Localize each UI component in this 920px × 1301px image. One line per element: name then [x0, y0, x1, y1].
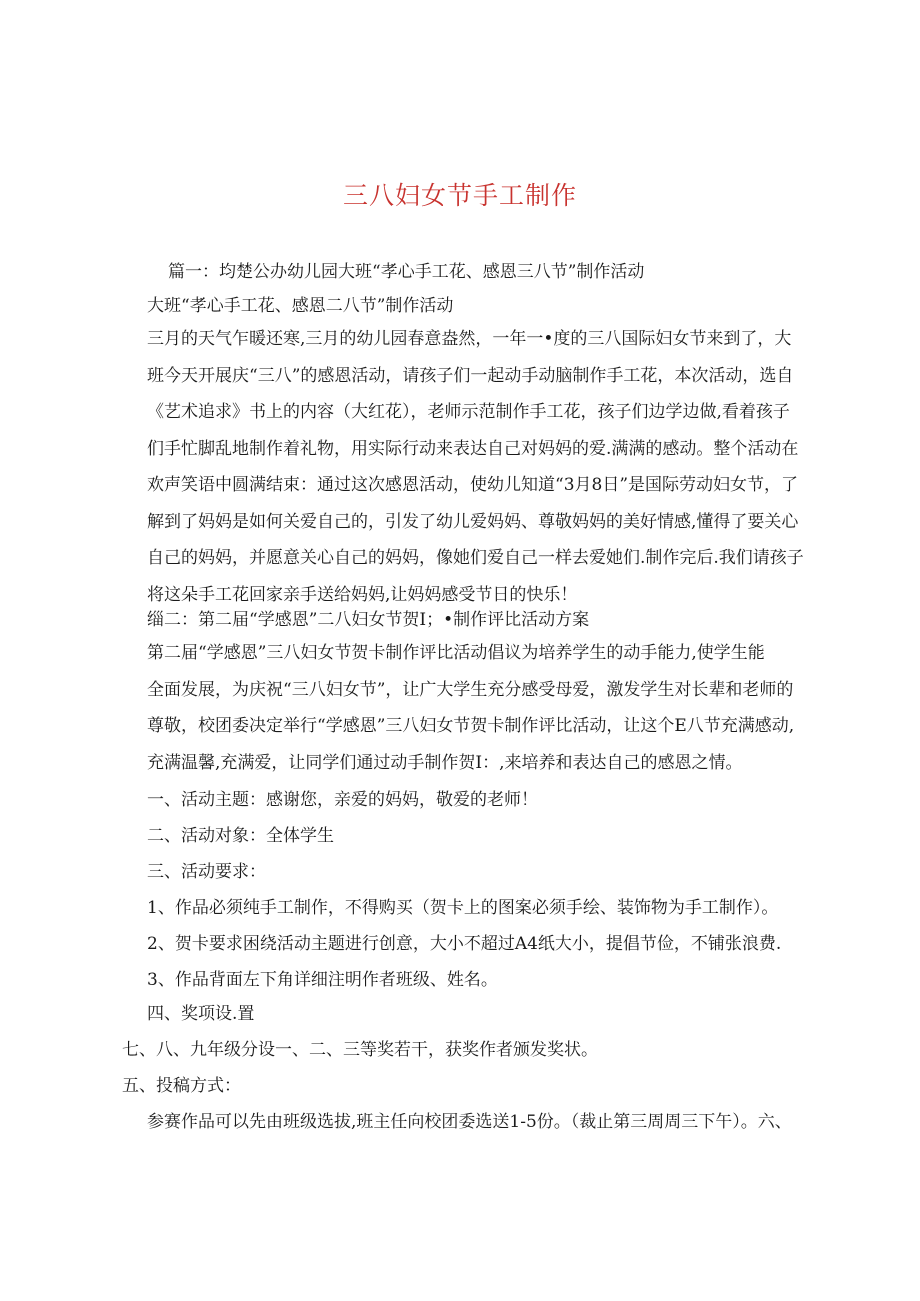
paragraph-1	[143, 321, 804, 613]
paragraph-line: 自己的妈妈，并愿意关心自己的妈妈，像她们爱自己一样去爱她们.制作完后.我们请孩子	[147, 548, 804, 568]
list-item: 五、投稿方式：	[122, 1076, 241, 1096]
paragraph-line: 将这朵手工花回家亲手送给妈妈,让妈妈感受节日的快乐！	[147, 584, 578, 605]
list-item: 七、八、九年级分设一、二、三等奖若干，获奖作者颁发奖状。	[122, 1040, 598, 1060]
paragraph-line: 尊敬，校团委决定举行“学感恩”三八妇女节贺卡制作评比活动，让这个E八节充满感动,	[147, 716, 795, 736]
list-item: 三、活动要求：	[147, 862, 266, 882]
paragraph-line: 全面发展，为庆祝“三八妇女节”，让广大学生充分感受母爱，激发学生对长辈和老师的	[147, 679, 794, 700]
paragraph-2	[143, 635, 793, 781]
section-heading-2: 缁二：第二届“学感恩”二八妇女节贺I；•制作评比活动方案	[147, 610, 590, 630]
list-item: 二、活动对象：全体学生	[147, 826, 334, 846]
list-item: 四、奖项设.置	[147, 1004, 255, 1024]
list-item: 2、贺卡要求困绕活动主题进行创意，大小不超过A4纸大小，提倡节俭，不铺张浪费.	[147, 934, 782, 954]
section-heading-1: 篇一：均楚公办幼儿园大班“孝心手工花、感恩三八节”制作活动	[168, 262, 645, 282]
paragraph-line: 们手忙脚乱地制作着礼物，用实际行动来表达自己对妈妈的爱.满满的感动。整个活动在	[147, 438, 799, 459]
subheading-1: 大班“孝心手工花、感恩二八节”制作活动	[147, 296, 454, 316]
paragraph-line: 三月的天气乍暖还寒,三月的幼儿园春意盎然，一年一•度的三八国际妇女节来到了，大	[147, 329, 792, 349]
list-item: 参赛作品可以先由班级选拔,班主任向校团委选送1-5份。（裁止第三周周三下午）。六、	[147, 1112, 792, 1132]
paragraph-line: 充满温馨,充满爱，让同学们通过动手制作贺I：,来培养和表达自己的感恩之情。	[147, 752, 743, 773]
document-title: 三八妇女节手工制作	[342, 181, 577, 210]
paragraph-line: 欢声笑语中圆满结束：通过这次感恩活动，使幼儿知道“3月8日”是国际劳动妇女节，了	[147, 475, 799, 495]
paragraph-line: 班今天开展庆“三八”的感恩活动，请孩子们一起动手动脑制作手工花，本次活动，选自	[147, 365, 794, 386]
list-item: 一、活动主题：感谢您，亲爱的妈妈，敬爱的老师！	[147, 790, 538, 810]
paragraph-line: 第二届“学感恩”三八妇女节贺卡制作评比活动倡议为培养学生的动手能力,使学生能	[147, 643, 765, 663]
paragraph-line: 解到了妈妈是如何关爱自己的，引发了幼儿爱妈妈、尊敬妈妈的美好情感,懂得了要关心	[147, 511, 799, 532]
list-item: 1、作品必须纯手工制作，不得购买（贺卡上的图案必须手绘、装饰物为手工制作）。	[147, 898, 779, 918]
paragraph-line: 《艺术追求》书上的内容（大红花），老师示范制作手工花，孩子们边学边做,看着孩子	[147, 402, 790, 422]
list-item: 3、作品背面左下角详细注明作者班级、姓名。	[147, 970, 498, 990]
